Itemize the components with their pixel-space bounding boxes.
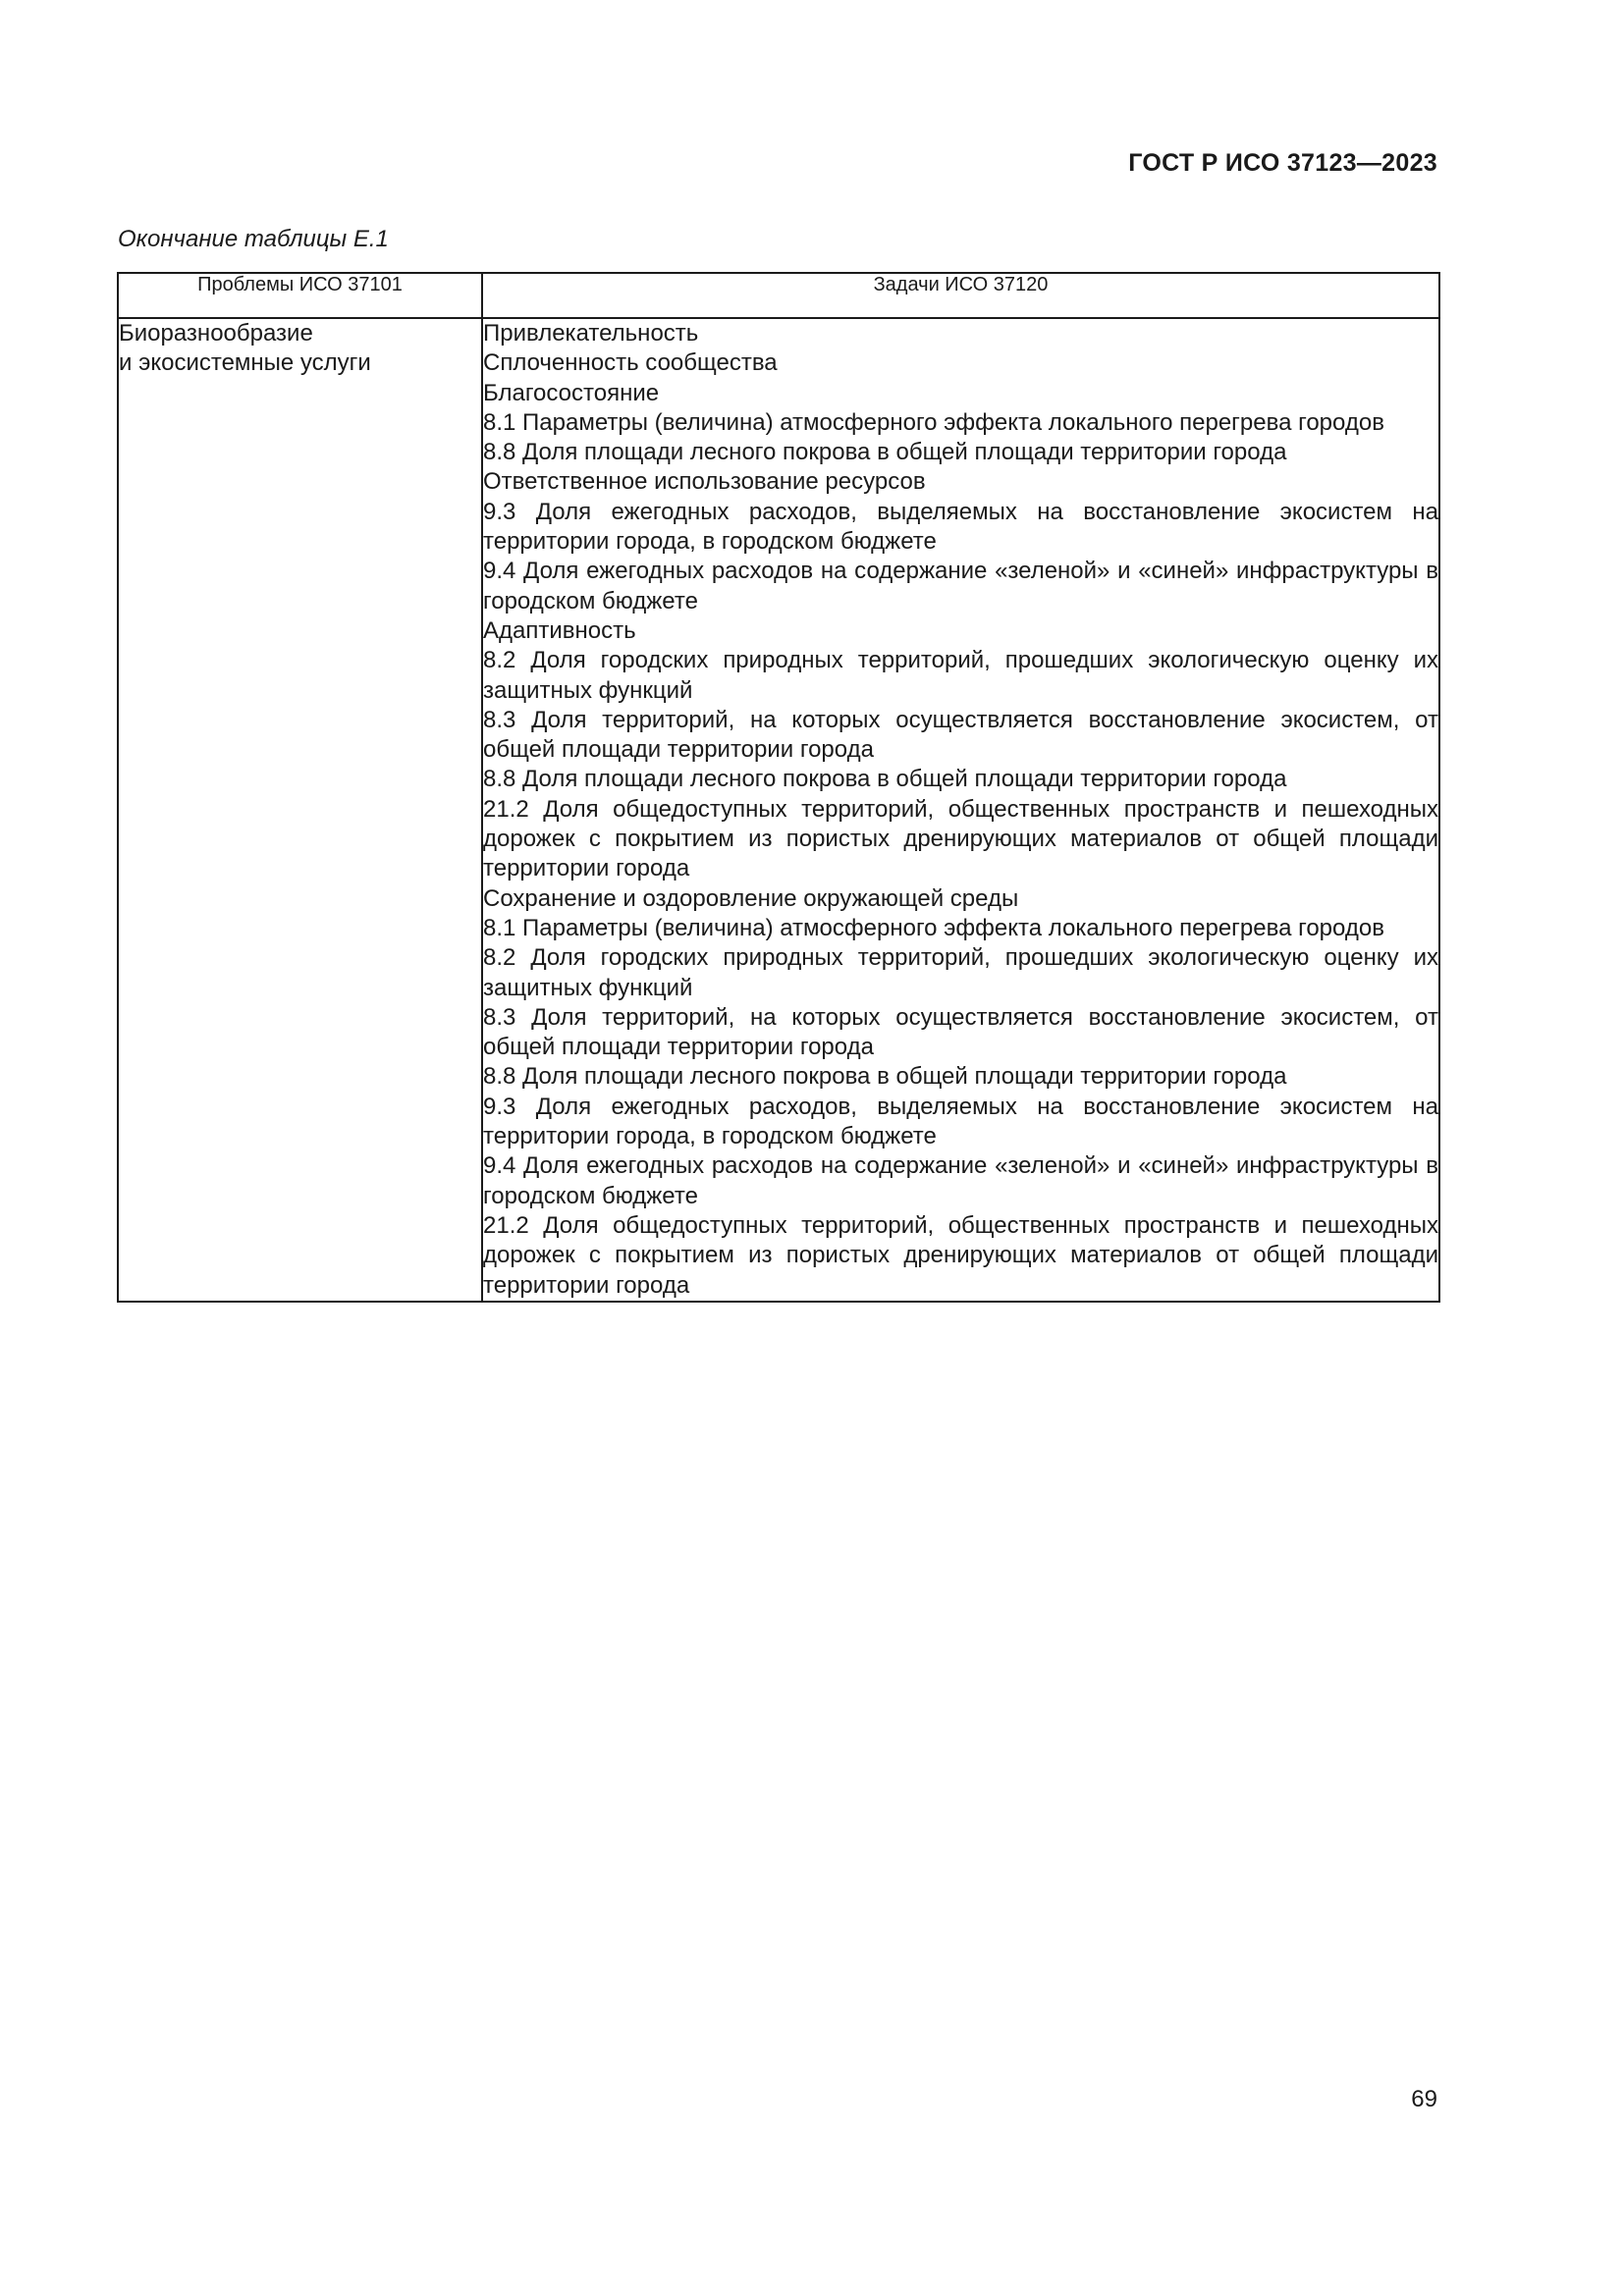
task-indicator: 8.2 Доля городских природных территорий, прошедших экологическую оценку их защитных функций <box>483 944 1438 1001</box>
task-indicator: 8.8 Доля площади лесного покрова в общей площади территории города <box>483 766 1287 793</box>
table-caption: Окончание таблицы Е.1 <box>118 226 389 252</box>
column-header-problems: Проблемы ИСО 37101 <box>118 273 482 318</box>
task-indicator: 8.2 Доля городских природных территорий, прошедших экологическую оценку их защитных функций <box>483 647 1438 704</box>
task-indicator: 8.8 Доля площади лесного покрова в общей площади территории города <box>483 1063 1287 1091</box>
problem-cell <box>118 318 482 1302</box>
task-category: Ответственное использование ресурсов <box>483 468 926 496</box>
column-header-tasks: Задачи ИСО 37120 <box>482 273 1439 318</box>
problem-line: Биоразнообразие <box>119 320 313 347</box>
task-indicator: 9.4 Доля ежегодных расходов на содержание «зеленой» и «синей» инфраструктуры в городском бюджете <box>483 1152 1438 1209</box>
problem-line: и экосистемные услуги <box>119 349 371 377</box>
task-category: Благосостояние <box>483 379 660 406</box>
task-indicator: 9.3 Доля ежегодных расходов, выделяемых на восстановление экосистем на территории города, в городском бюджете <box>483 1093 1438 1150</box>
document-standard-header: ГОСТ Р ИСО 37123—2023 <box>1128 149 1437 177</box>
tasks-cell <box>482 318 1439 1302</box>
task-category: Адаптивность <box>483 616 636 644</box>
task-indicator: 9.3 Доля ежегодных расходов, выделяемых на восстановление экосистем на территории города, в городском бюджете <box>483 498 1438 556</box>
task-category: Привлекательность <box>483 320 699 347</box>
task-indicator: 8.3 Доля территорий, на которых осуществляется восстановление экосистем, от общей площади территории города <box>483 706 1438 764</box>
task-category: Сплоченность сообщества <box>483 349 778 377</box>
task-indicator: 8.8 Доля площади лесного покрова в общей площади территории города <box>483 439 1287 466</box>
task-indicator: 8.1 Параметры (величина) атмосферного эффекта локального перегрева городов <box>483 914 1384 941</box>
task-indicator: 9.4 Доля ежегодных расходов на содержание «зеленой» и «синей» инфраструктуры в городском бюджете <box>483 558 1438 614</box>
table-row <box>118 318 1439 1302</box>
task-indicator: 8.1 Параметры (величина) атмосферного эффекта локального перегрева городов <box>483 408 1384 436</box>
table-header-row <box>118 273 1439 318</box>
correspondence-table <box>117 272 1440 1303</box>
task-category: Сохранение и оздоровление окружающей среды <box>483 884 1019 912</box>
page-number: 69 <box>1411 2086 1437 2112</box>
task-indicator: 8.3 Доля территорий, на которых осуществляется восстановление экосистем, от общей площади территории города <box>483 1003 1438 1061</box>
task-indicator: 21.2 Доля общедоступных территорий, общественных пространств и пешеходных дорожек с покрытием из пористых дренирующих материалов от общей площади территории города <box>483 795 1438 882</box>
task-indicator: 21.2 Доля общедоступных территорий, общественных пространств и пешеходных дорожек с покрытием из пористых дренирующих материалов от общей площади территории города <box>483 1211 1438 1299</box>
